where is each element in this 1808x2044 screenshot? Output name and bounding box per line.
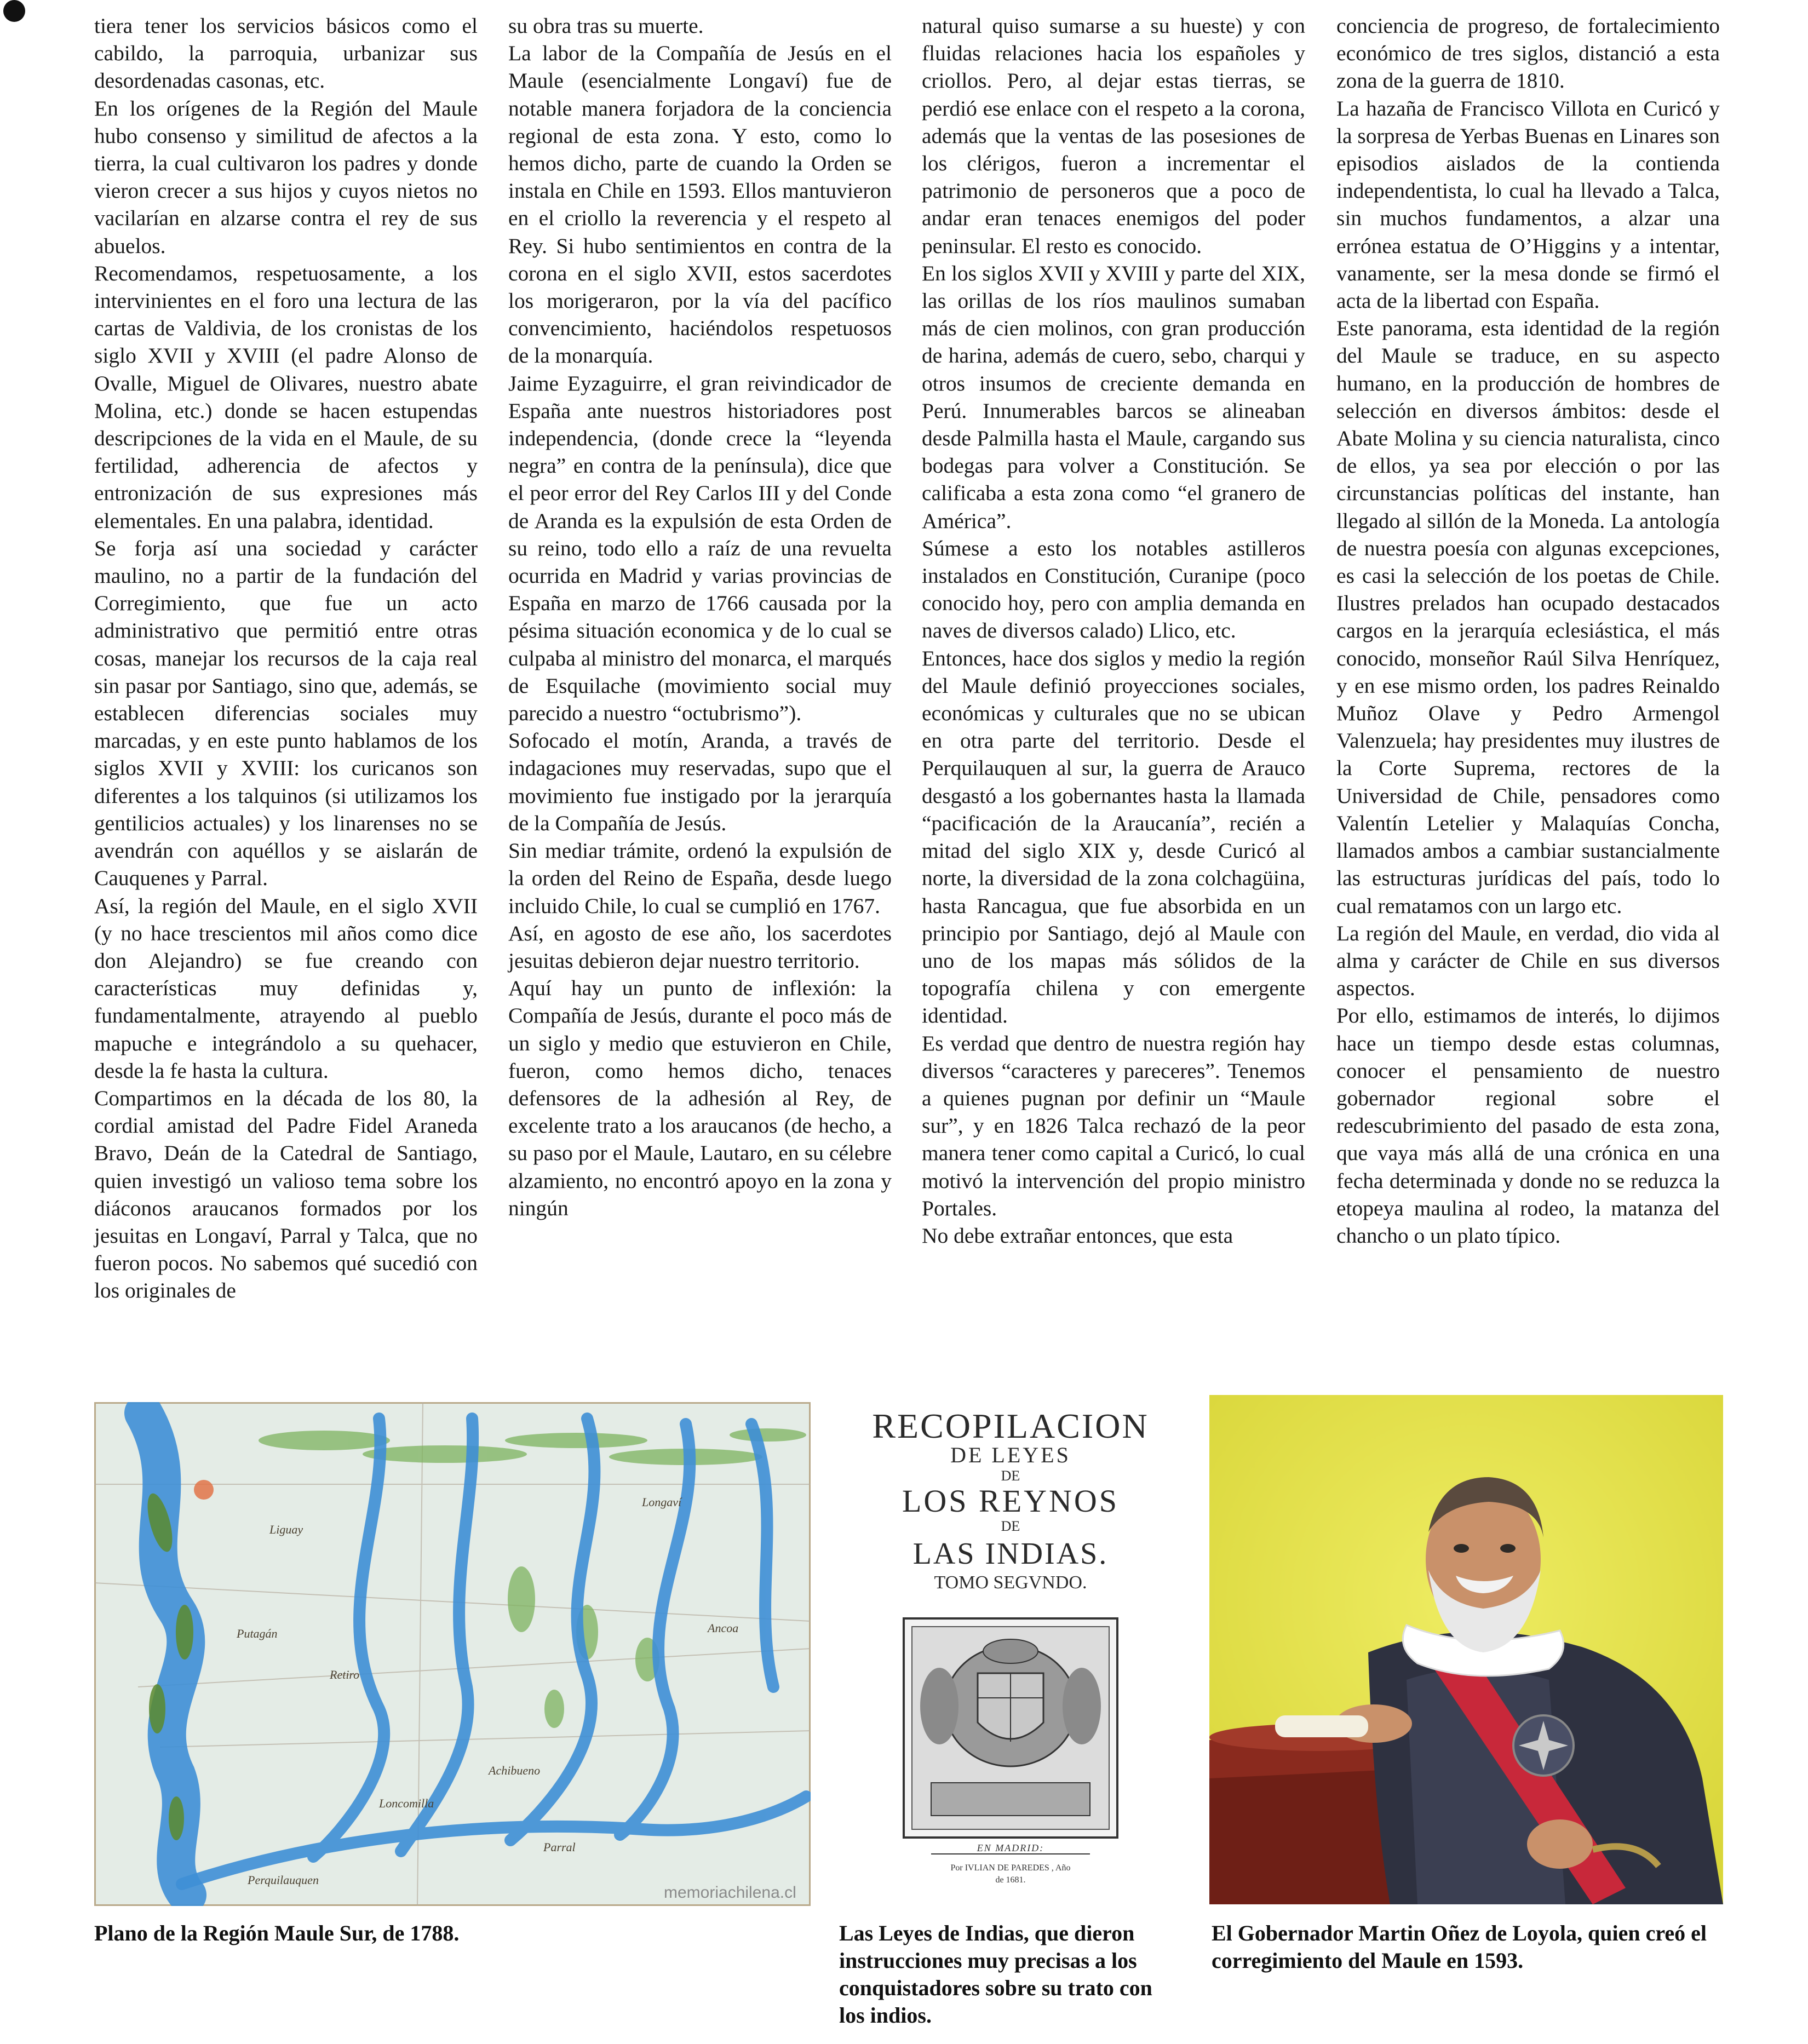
paragraph: Compartimos en la década de los 80, la cordial amistad del Padre Fidel Araneda Bravo, Deán de la Catedral de Santiago, quien investigó un valioso tema sobre los diáconos araucanos formados por los jesuitas en Longaví, Parral y Talca, que no fueron pocos. No sabemos qué sucedió con los originales de (94, 1086, 478, 1303)
portrait-image (1209, 1395, 1723, 1904)
book-imprint-line: de 1681. (995, 1875, 1026, 1885)
paragraph: Sin mediar trámite, ordenó la expulsión de la orden del Reino de España, desde luego incluido Chile, lo cual se cumplió en 1767. (508, 839, 892, 918)
book-cover-image (843, 1399, 1178, 1903)
paragraph: La labor de la Compañía de Jesús en el Maule (esencialmente Longaví) fue de notable manera forjadora de la conciencia regional de esta zona. Y esto, como lo hemos dicho, parte de cuando la Orden se instala en Chile en 1593. Ellos mantuvieron en el criollo la reverencia y el respeto al Rey. Si hubo sentimientos en contra de la corona en el siglo XVII, estos sacerdotes los morigeraron, por la vía del pacífico convencimiento, haciéndolos respetuosos de la monarquía. (508, 41, 892, 368)
article-column-4 (1336, 12, 1720, 1249)
paragraph: Así, la región del Maule, en el siglo XVII (y no hace trescientos mil años como dice don Alejandro) se fue creando con características muy definidas y, fundamentalmente, atrayendo al pueblo mapuche e integrándolo a su quehacer, desde la fe hasta la cultura. (94, 893, 478, 1083)
map-watermark: memoriachilena.cl (664, 1884, 796, 1902)
map-label: Achibueno (489, 1764, 541, 1777)
paragraph: Se forja así una sociedad y carácter maulino, no a partir de la fundación del Corregimiento, que fue un acto administrativo que permitió entre otras cosas, manejar los recursos de la caja real sin pasar por Santiago, sino que, además, se establecen diferencias sociales muy marcadas, y en este punto hablamos de los siglos XVII y XVIII: los curicanos son diferentes a los talquinos (si utilizamos los gentilicios actuales) y los linarenses no se avendrán con aquéllos y se aislarán de Cauquenes y Parral. (94, 536, 478, 891)
paragraph: Recomendamos, respetuosamente, a los intervinientes en el foro una lectura de las cartas de Valdivia, de los cronistas de los siglo XVII y XVIII (el padre Alonso de Ovalle, Miguel de Olivares, nuestro abate Molina, etc.) donde se hacen estupendas descripciones de la vida en el Maule, de su fertilidad, adherencia de afectos y entronización de sus expresiones más elementales. En una palabra, identidad. (94, 261, 478, 533)
article-column-2 (508, 12, 892, 1222)
paragraph: Por ello, estimamos de interés, lo dijimos hace un tiempo desde estas columnas, conocer el pensamiento de nuestro gobernador regional sobre el redescubrimiento del pasado de esta zona, que vaya más allá de una crónica en una fecha determinada y donde no se reduzca la etopeya maulina al rodeo, la matanza del chancho o un plato típico. (1336, 1003, 1720, 1248)
book-title-line: DE LEYES (950, 1443, 1071, 1467)
book-imprint-line: Por IVLIAN DE PAREDES , Año (950, 1863, 1071, 1873)
paragraph: su obra tras su muerte. (508, 14, 704, 38)
paragraph: Entonces, hace dos siglos y medio la región del Maule definió proyecciones sociales, económicas y culturales que no se ubican en otra parte del territorio. Desde el Perquilauquen al sur, la guerra de Arauco desgastó a los gobernantes hasta la llamada “pacificación de la Araucanía”, recién a mitad del siglo XIX y, desde Curicó al norte, la diversidad de la zona colchagüina, hasta Rancagua, que fue absorbida en un principio por Santiago, dejó al Maule con uno de los mapas más sólidos de la topografía chilena y con emergente identidad. (922, 646, 1305, 1028)
paragraph: La hazaña de Francisco Villota en Curicó y la sorpresa de Yerbas Buenas en Linares son episodios aislados de la contienda independentista, lo cual ha llevado a Talca, sin muchos fundamentos, a alzar una errónea estatua de O’Higgins y a intentar, vanamente, ser la mesa donde se firmó el acta de la libertad con España. (1336, 96, 1720, 313)
map-figure (94, 1402, 811, 1906)
map-caption: Plano de la Región Maule Sur, de 1788. (94, 1921, 460, 1945)
map-label: Parral (543, 1840, 576, 1854)
map-image (94, 1402, 811, 1906)
paragraph: En los orígenes de la Región del Maule hubo consenso y similitud de afectos a la tierra, la cual cultivaron los padres y donde vieron crecer a sus hijos y cuyos nietos no vacilarían en alzarse contra el rey de sus abuelos. (94, 96, 478, 258)
paragraph: Es verdad que dentro de nuestra región hay diversos “caracteres y pareceres”. Tenemos a quienes pugnan por definir un “Maule sur”, y en 1826 Talca rechazó de la peor manera tener como capital a Curicó, lo cual motivó la intervención del propio ministro Portales. (922, 1031, 1305, 1220)
paragraph: Jaime Eyzaguirre, el gran reivindicador de España ante nuestros historiadores post independencia, (donde crece la “leyenda negra” en contra de la península), dice que el peor error del Rey Carlos III y del Conde de Aranda es la expulsión de esta Orden de su reino, todo ello a raíz de una revuelta ocurrida en Madrid y varias provincias de España en marzo de 1766 causada por la pésima situación economica y de lo cual se culpaba al ministro del monarca, el marqués de Esquilache (movimiento social muy parecido a nuestro “octubrismo”). (508, 371, 892, 726)
coat-of-arms-engraving (904, 1618, 1117, 1838)
portrait-figure (1209, 1395, 1723, 1904)
article-column-3 (922, 12, 1305, 1249)
map-label: Perquilauquen (248, 1873, 319, 1887)
map-label: Ancoa (708, 1621, 739, 1635)
book-title-line: DE (1001, 1518, 1020, 1534)
paragraph: En los siglos XVII y XVIII y parte del XIX, las orillas de los ríos maulinos sumaban más de cien molinos, con gran producción de harina, además de cuero, sebo, charqui y otros insumos de creciente demanda en Perú. Innumerables barcos se alineaban desde Palmilla hasta el Maule, cargando sus bodegas para volver a Constitución. Se calificaba a esta zona como “el granero de América”. (922, 261, 1305, 533)
book-title-line: LOS REYNOS (902, 1483, 1120, 1519)
portrait-caption: El Gobernador Martin Oñez de Loyola, quien creó el corregimiento del Maule en 1593. (1212, 1921, 1707, 1973)
book-cover-caption: Las Leyes de Indias, que dieron instrucciones muy precisas a los conquistadores sobre su trato con los indios. (839, 1921, 1152, 2028)
paragraph: Aquí hay un punto de inflexión: la Compañía de Jesús, durante el poco más de un siglo y medio que estuvieron en Chile, fueron, como hemos dicho, tenaces defensores de la adhesión al Rey, de excelente trato a los araucanos (de hecho, a su paso por el Maule, Lautaro, en su célebre alzamiento, no encontró apoyo en la zona y ningún (508, 976, 892, 1220)
map-label: Longaví (642, 1495, 682, 1509)
paragraph: conciencia de progreso, de fortalecimiento económico de tres siglos, distanció a esta zona de la guerra de 1810. (1336, 14, 1720, 93)
book-title-line: LAS INDIAS. (912, 1537, 1109, 1571)
paragraph: Súmese a esto los notables astilleros instalados en Constitución, Curanipe (poco conocido hoy, pero con amplia demanda en naves de diversos calado) Llico, etc. (922, 536, 1305, 643)
map-label: Liguay (269, 1523, 303, 1536)
paragraph: natural quiso sumarse a su hueste) y con fluidas relaciones hacia los españoles y criollos. Pero, al dejar estas tierras, se perdió ese enlace con el respeto a la corona, además que la ventas de las posesiones de los clérigos, fueron a incrementar el patrimonio de personeros que a poco de andar eran tenaces enemigos del poder peninsular. El resto es conocido. (922, 14, 1305, 258)
book-cover-figure (843, 1399, 1178, 1903)
book-title-line: TOMO SEGVNDO. (934, 1572, 1087, 1593)
end-of-article-mark (3, 0, 25, 22)
map-label: Putagán (237, 1627, 278, 1640)
book-title-line: RECOPILACION (872, 1406, 1149, 1445)
paragraph: La región del Maule, en verdad, dio vida al alma y carácter de Chile en sus diversos aspectos. (1336, 921, 1720, 1001)
map-label: Retiro (330, 1668, 360, 1681)
article-column-1 (94, 12, 478, 1305)
book-title-line: DE (1001, 1468, 1020, 1484)
paragraph: tiera tener los servicios básicos como el cabildo, la parroquia, urbanizar sus desordenadas casonas, etc. (94, 14, 478, 93)
paragraph: Así, en agosto de ese año, los sacerdotes jesuitas debieron dejar nuestro territorio. (508, 921, 892, 973)
book-imprint-line: EN MADRID: (977, 1842, 1044, 1853)
paragraph: Este panorama, esta identidad de la región del Maule se traduce, en su aspecto humano, en la producción de hombres de selección en diversos ámbitos: desde el Abate Molina y su ciencia naturalista, cinco de ellos, ya sea por elección o por las circunstancias políticas del instante, han llegado al sillón de la Moneda. La antología de nuestra poesía con algunas excepciones, es casi la selección de los poetas de Chile. Ilustres prelados han ocupado destacados cargos en la jerarquía eclesiástica, el más conocido, monseñor Raúl Silva Henríquez, y en ese mismo orden, los padres Reinaldo Muñoz Olave y Pedro Armengol Valenzuela; hay presidentes muy ilustres de la Corte Suprema, rectores de la Universidad de Chile, pensadores como Valentín Letelier y Malaquías Concha, llamados ambos a cambiar sustancialmente las estructuras jurídicas del país, todo lo cual rematamos con un largo etc. (1336, 316, 1720, 918)
paragraph: No debe extrañar entonces, que esta (922, 1223, 1233, 1248)
paragraph: Sofocado el motín, Aranda, a través de indagaciones muy reservadas, supo que el movimiento fue instigado por la jerarquía de la Compañía de Jesús. (508, 728, 892, 835)
map-label: Loncomilla (379, 1796, 434, 1810)
